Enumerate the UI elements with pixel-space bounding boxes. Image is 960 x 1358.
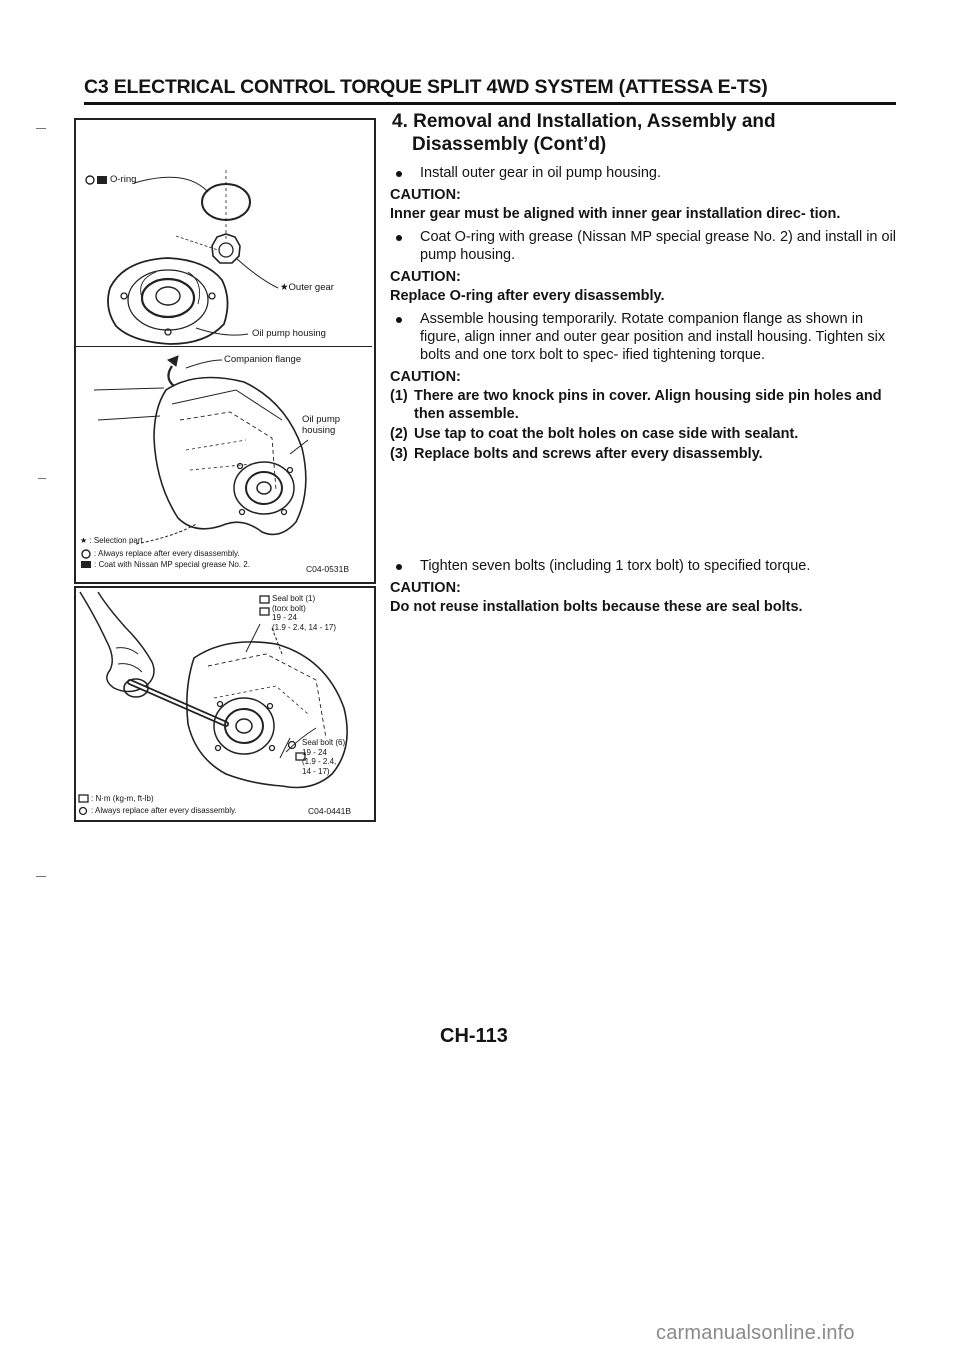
label-outer-gear: ★Outer gear — [280, 282, 334, 293]
label-oil-pump-housing-2 — [302, 414, 340, 436]
label-companion-flange: Companion flange — [224, 354, 302, 365]
page-number: CH-113 — [440, 1025, 508, 1047]
caution-text: Replace O-ring after every disassembly. — [390, 288, 665, 304]
figure-code: C04-0441B — [308, 806, 352, 816]
caution-text: Do not reuse installation bolts because these are seal bolts. — [390, 599, 803, 615]
margin-mark — [36, 876, 46, 877]
caution-item-1 — [390, 387, 902, 423]
step-assemble-housing: Assemble housing temporarily. Rotate companion flange as shown in figure, align inner and outer gear position and install housing. Tighten six bolts and one torx bolt to spec- ified tightening torque. — [390, 310, 902, 364]
caution-item-text: Use tap to coat the bolt holes on case side with sealant. — [414, 426, 799, 442]
caution-item-number: (2) — [390, 426, 408, 442]
figure-divider — [76, 346, 372, 347]
label-oring: O-ring — [110, 174, 137, 185]
label-seal-bolt-6-title: Seal bolt (6) — [302, 738, 346, 747]
caution-item-number: (1) — [390, 388, 408, 404]
margin-mark — [38, 478, 46, 479]
legend-always-replace: : Always replace after every disassembly. — [91, 806, 237, 815]
legend-selection-part: ★ : Selection part — [80, 536, 143, 545]
caution-label: CAUTION: — [390, 580, 461, 596]
label-torque-1: 19 - 24 — [272, 613, 297, 622]
header-title: C3 ELECTRICAL CONTROL TORQUE SPLIT 4WD SYSTEM (ATTESSA E-TS) — [84, 76, 768, 98]
caution-item-text: There are two knock pins in cover. Align housing side pin holes and then assemble. — [414, 388, 882, 422]
caution-label: CAUTION: — [390, 269, 461, 285]
margin-mark — [36, 128, 46, 129]
label-seal-bolt-6 — [302, 738, 345, 776]
caution-item-3 — [390, 445, 902, 463]
caution-label: CAUTION: — [390, 187, 461, 203]
label-torque-6: 19 - 24 — [302, 747, 327, 757]
step-tighten-bolts: Tighten seven bolts (including 1 torx bolt) to specified torque. — [390, 557, 902, 575]
figure-tighten-seal-bolts — [74, 586, 376, 822]
legend-coat-grease: : Coat with Nissan MP special grease No. 2. — [94, 560, 250, 569]
legend-symbols — [81, 176, 107, 568]
label-seal-bolt-1: Seal bolt (1) — [272, 594, 316, 603]
legend-torque-units: : N·m (kg-m, ft-lb) — [91, 794, 154, 803]
label-seal-bolt-torx — [272, 594, 336, 632]
label-torque-6c: 14 - 17) — [302, 766, 330, 776]
caution-item-2 — [390, 425, 902, 443]
step-install-outer-gear: Install outer gear in oil pump housing. — [390, 164, 902, 182]
legend-always-replace: : Always replace after every disassembly. — [94, 549, 240, 558]
figure-code: C04-0531B — [306, 564, 350, 574]
caution-item-number: (3) — [390, 446, 408, 462]
caution-text: Inner gear must be aligned with inner gear installation direc- tion. — [390, 206, 841, 222]
instruction-column — [390, 110, 902, 621]
label-oil-pump-line1: Oil pump — [302, 414, 341, 425]
watermark: carmanualsonline.info — [656, 1322, 855, 1344]
figure-oil-pump-assembly — [74, 118, 376, 584]
label-torque-6b: (1.9 - 2.4, — [302, 757, 337, 766]
spacer — [390, 465, 902, 557]
caution-label: CAUTION: — [390, 369, 461, 385]
label-oil-pump-line2: housing — [302, 425, 336, 436]
label-torx-bolt: (torx bolt) — [272, 603, 306, 613]
section-heading-line2: Disassembly (Cont’d) — [412, 134, 607, 155]
label-torque-1b: (1.9 - 2.4, 14 - 17) — [272, 622, 337, 632]
label-oil-pump-housing: Oil pump housing — [252, 328, 326, 339]
section-heading-line1: 4. Removal and Installation, Assembly and — [392, 111, 776, 132]
section-heading — [390, 110, 902, 156]
caution-item-text: Replace bolts and screws after every disassembly. — [414, 446, 763, 462]
oil-pump-illustration — [76, 120, 374, 582]
step-coat-oring: Coat O-ring with grease (Nissan MP special grease No. 2) and install in oil pump housing. — [390, 228, 902, 264]
page-header — [84, 76, 896, 105]
